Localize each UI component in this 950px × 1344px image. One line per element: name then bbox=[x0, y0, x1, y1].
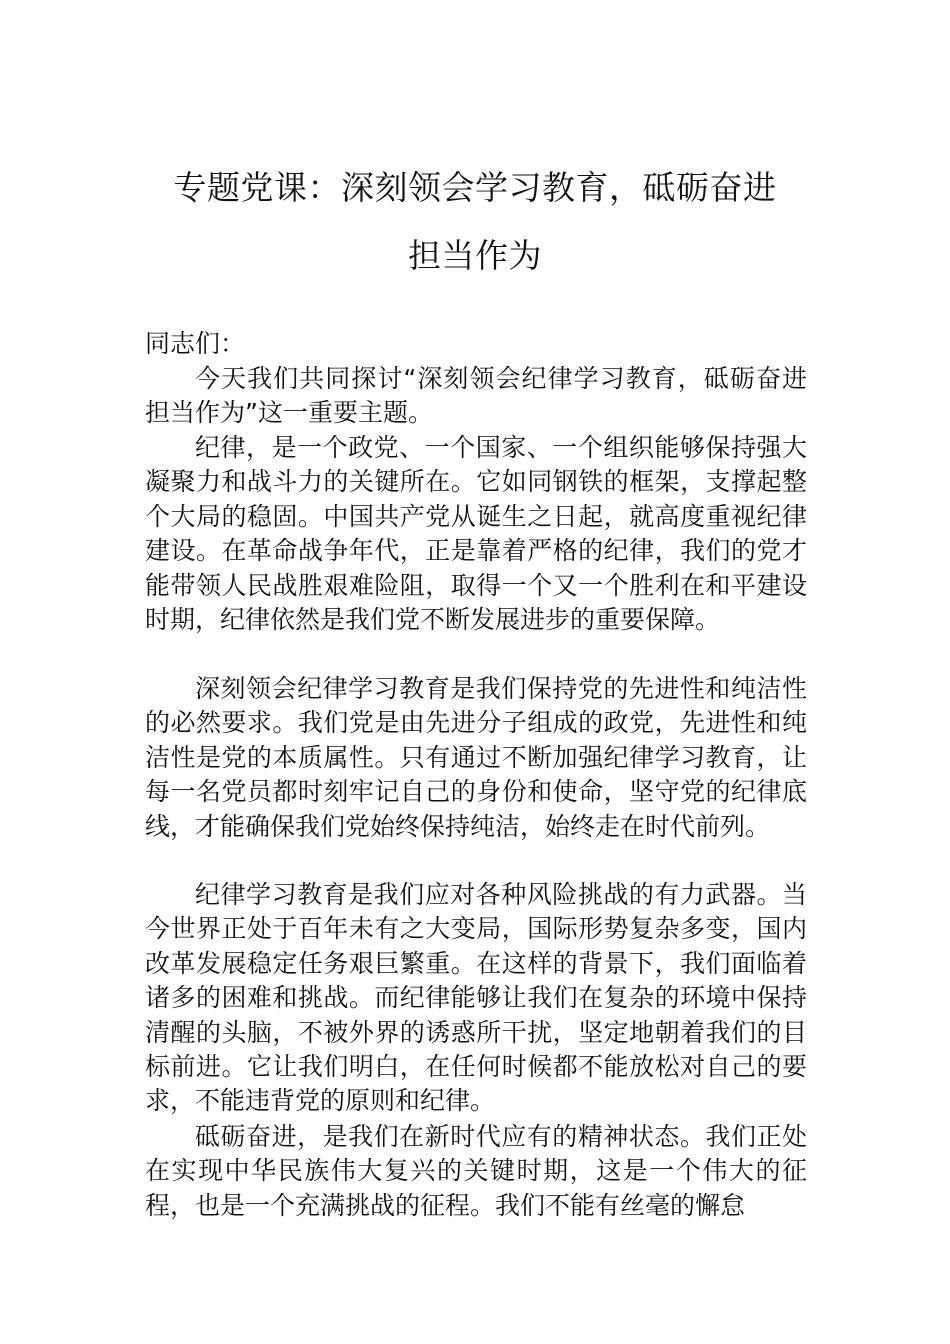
paragraph-1: 今天我们共同探讨“深刻领会纪律学习教育，砥砺奋进担当作为”这一重要主题。 bbox=[145, 364, 807, 428]
document-title-line-2: 担当作为 bbox=[408, 236, 542, 275]
paragraph-3: 深刻领会纪律学习教育是我们保持党的先进性和纯洁性的必然要求。我们党是由先进分子组成的政党，先进性和纯洁性是党的本质属性。只有通过不断加强纪律学习教育，让每一名党员都时刻牢记自己的身份和使命，坚守党的纪律底线，才能确保我们党始终保持纯洁，始终走在时代前列。 bbox=[145, 674, 807, 841]
paragraph-4: 纪律学习教育是我们应对各种风险挑战的有力武器。当今世界正处于百年未有之大变局，国际形势复杂多变，国内改革发展稳定任务艰巨繁重。在这样的背景下，我们面临着诸多的困难和挑战。而纪律能够让我们在复杂的环境中保持清醒的头脑，不被外界的诱惑所干扰，坚定地朝着我们的目标前进。它让我们明白，在任何时候都不能放松对自己的要求，不能违背党的原则和纪律。 bbox=[145, 880, 807, 1116]
greeting: 同志们： bbox=[145, 329, 246, 358]
paragraph-5: 砥砺奋进，是我们在新时代应有的精神状态。我们正处在实现中华民族伟大复兴的关键时期，这是一个伟大的征程，也是一个充满挑战的征程。我们不能有丝毫的懈怠 bbox=[145, 1122, 807, 1220]
paragraph-2: 纪律，是一个政党、一个国家、一个组织能够保持强大凝聚力和战斗力的关键所在。它如同钢铁的框架，支撑起整个大局的稳固。中国共产党从诞生之日起，就高度重视纪律建设。在革命战争年代，正是靠着严格的纪律，我们的党才能带领人民战胜艰难险阻，取得一个又一个胜利在和平建设时期，纪律依然是我们党不断发展进步的重要保障。 bbox=[145, 433, 807, 635]
document-title-line-1: 专题党课：深刻领会学习教育，砥砺奋进 bbox=[173, 168, 777, 207]
